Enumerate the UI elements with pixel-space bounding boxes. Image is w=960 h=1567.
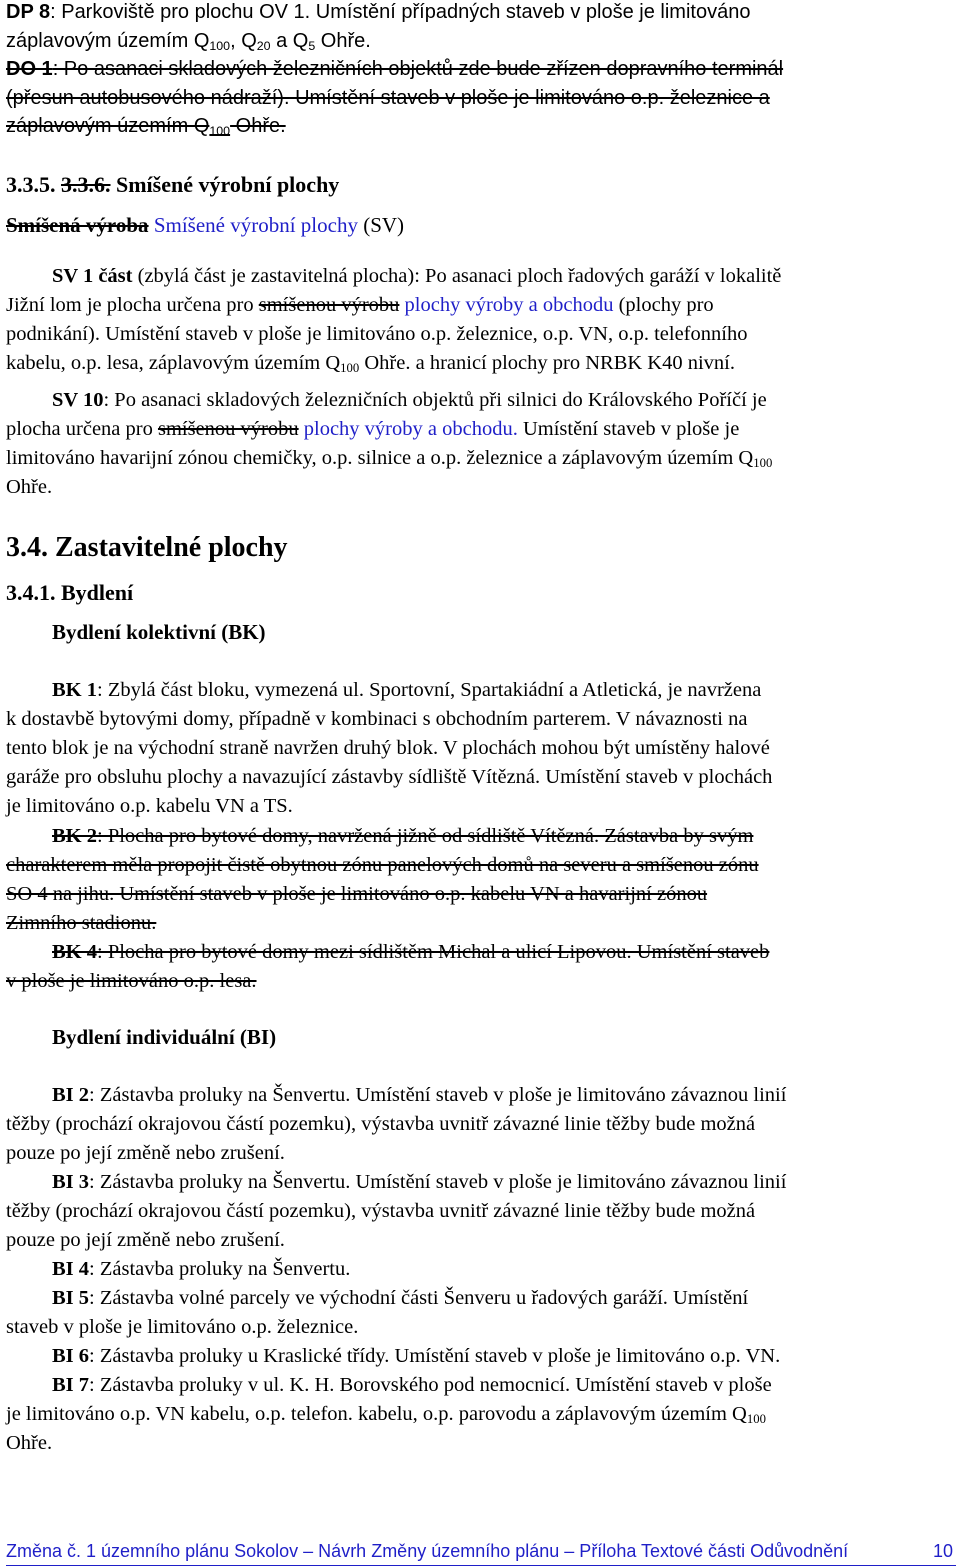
paragraph-bi4: BI 4: Zástavba proluky na Šenvertu.	[52, 1258, 351, 1280]
subsection-heading-sv: Smíšená výroba Smíšené výrobní plochy (SV)	[6, 213, 405, 237]
sv1-label: SV 1 část	[52, 265, 133, 287]
paragraph-sv10: SV 10: Po asanaci skladových železničních objektů při silnici do Královského Poříčí je plocha určena pro smíšenou výrobu plochy výroby a obchodu. Umístění staveb v ploše je limitováno havarijní zónou chemičky, o.p. silnice a o.p. železnice a záplavovým územím $Q_{100}$ Ohře.	[6, 389, 773, 498]
bk1-label: BK 1	[52, 679, 97, 701]
paragraph-bk2: BK 2: Plocha pro bytové domy, navržená jižně od sídliště Vítězná. Zástavba by svým charakterem měla propojit čistě obytnou zónu panelových domů na severu a smíšenou zónu SO 4 na jihu. Umístění staveb v ploše je limitováno o.p. kabelu VN a havarijní zónou Zimního stadionu.	[6, 825, 759, 934]
bi3-label: BI 3	[52, 1171, 90, 1193]
page-number: 10	[933, 1541, 954, 1561]
paragraph-bi7: BI 7: Zástavba proluky v ul. K. H. Borovského pod nemocnicí. Umístění staveb v ploše je limitováno o.p. VN kabelu, o.p. telefon. kabelu, o.p. parovodu a záplavovým územím $Q_{100}$ Ohře.	[6, 1374, 772, 1454]
section-heading-3-4: 3.4. Zastavitelné plochy	[6, 532, 288, 563]
bi6-label: BI 6	[52, 1345, 90, 1367]
footer-title: Změna č. 1 územního plánu Sokolov – Návrh Změny územního plánu – Příloha Textové části Odůvodnění	[6, 1541, 849, 1561]
paragraph-do1: DO 1: Po asanaci skladových železničních objektů zde bude zřízen dopravního terminál (přesun autobusového nádraží). Umístění staveb v ploše je limitováno o.p. železnice a záplavovým územím $Q_{100}$ Ohře.	[6, 58, 784, 139]
paragraph-bi2: BI 2: Zástavba proluky na Šenvertu. Umístění staveb v ploše je limitováno závaznou linií těžby (prochází okrajovou částí pozemku), výstavba uvnitř závazné linie těžby bude možná pouze po její změně nebo zrušení.	[6, 1084, 787, 1164]
subsection-heading-bk: Bydlení kolektivní (BK)	[52, 620, 266, 644]
paragraph-bk4: BK 4: Plocha pro bytové domy mezi sídlištěm Michal a ulicí Lipovou. Umístění staveb v ploše je limitováno o.p. lesa.	[6, 941, 770, 992]
paragraph-bi6: BI 6: Zástavba proluky u Kraslické třídy. Umístění staveb v ploše je limitováno o.p. VN.	[52, 1345, 781, 1367]
dp8-label: DP 8	[6, 1, 51, 23]
paragraph-sv1: SV 1 část (zbylá část je zastavitelná plocha): Po asanaci ploch řadových garáží v lokalitě Jižní lom je plocha určena pro smíšenou výrobu plochy výroby a obchodu (plochy pro podnikání). Umístění staveb v ploše je limitováno o.p. železnice, o.p. VN, o.p. telefonního kabelu, o.p. lesa, záplavovým územím $Q_{100}$ Ohře. a hranicí plochy pro NRBK K40 nivní.	[6, 265, 782, 376]
footer-rule	[6, 1565, 956, 1566]
paragraph-bi5: BI 5: Zástavba volné parcely ve východní části Šenveru u řadových garáží. Umístění staveb v ploše je limitováno o.p. železnice.	[6, 1287, 749, 1338]
section-heading-3-4-1: 3.4.1. Bydlení	[6, 580, 134, 605]
bi2-label: BI 2	[52, 1084, 90, 1106]
bk4-label: BK 4	[52, 941, 97, 963]
paragraph-bi3: BI 3: Zástavba proluky na Šenvertu. Umístění staveb v ploše je limitováno závaznou linií těžby (prochází okrajovou částí pozemku), výstavba uvnitř závazné linie těžby bude možná pouze po její změně nebo zrušení.	[6, 1171, 787, 1251]
bi5-label: BI 5	[52, 1287, 90, 1309]
subsection-heading-bi: Bydlení individuální (BI)	[52, 1025, 277, 1049]
bi7-label: BI 7	[52, 1374, 90, 1396]
bi4-label: BI 4	[52, 1258, 90, 1280]
sv10-label: SV 10	[52, 389, 104, 411]
paragraph-bk1: BK 1: Zbylá část bloku, vymezená ul. Sportovní, Spartakiádní a Atletická, je navržena k dostavbě bytovými domy, případně v kombinaci s obchodním parterem. V návaznosti na tento blok je na východní straně navržen druhý blok. V plochách mohou být umístěny halové garáže pro obsluhu plochy a navazující zástavby sídliště Vítězná. Umístění staveb v plochách je limitováno o.p. kabelu VN a TS.	[6, 679, 773, 817]
bk2-label: BK 2	[52, 825, 97, 847]
section-heading-3-3-5: 3.3.5. 3.3.6. Smíšené výrobní plochy	[6, 172, 340, 197]
paragraph-dp8: DP 8: Parkoviště pro plochu OV 1. Umístění případných staveb v ploše je limitováno záplavovým územím $Q_{100}$, $Q_{20}$ a $Q_5$ Ohře.	[6, 1, 751, 53]
page-footer	[0, 1541, 960, 1567]
do1-label: DO 1	[6, 58, 53, 80]
